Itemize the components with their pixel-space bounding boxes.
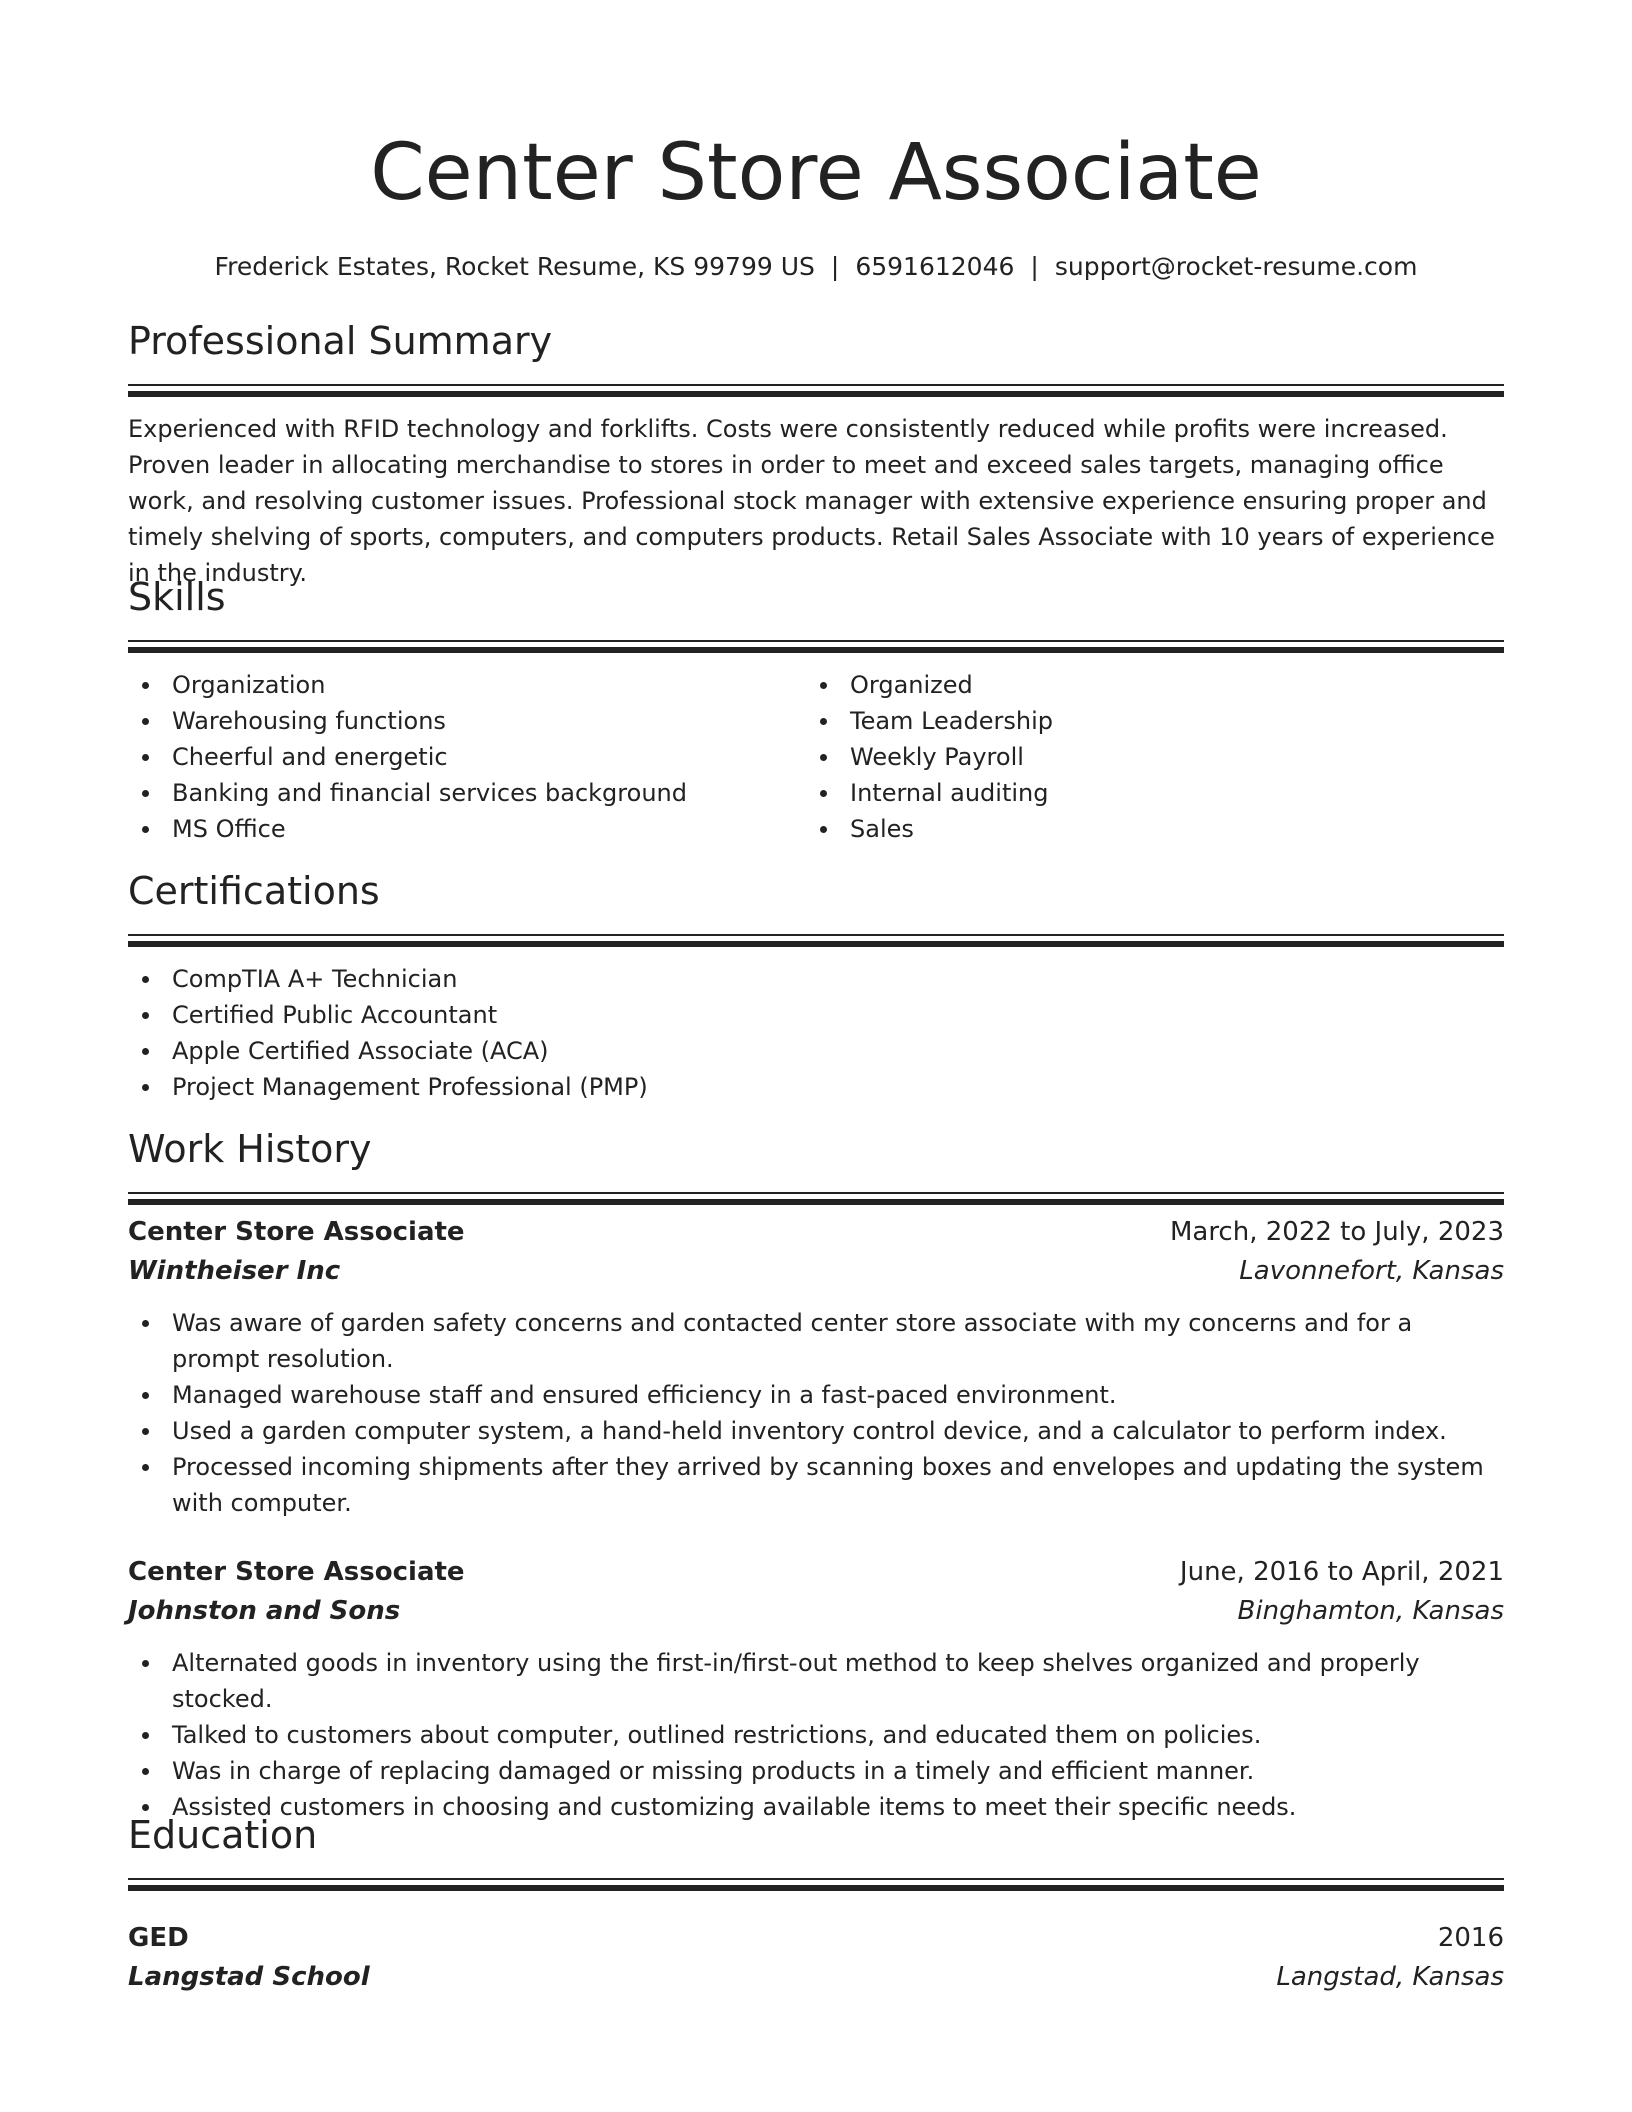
job-bullets	[128, 1645, 1504, 1825]
contact-line	[128, 250, 1504, 284]
contact-address: Frederick Estates, Rocket Resume, KS 99799 US	[214, 252, 815, 281]
job-header-row	[128, 1213, 1504, 1252]
job-location: Binghamton, Kansas	[1237, 1596, 1504, 1626]
skill-item: MS Office	[128, 811, 806, 847]
skill-item: Organized	[806, 667, 1484, 703]
job-bullet: Managed warehouse staff and ensured efficiency in a fast-paced environment.	[128, 1377, 1504, 1413]
section-heading-certifications: Certifications	[128, 869, 380, 913]
job-company: Wintheiser Inc	[128, 1256, 341, 1286]
section-heading-summary: Professional Summary	[128, 319, 553, 363]
job-company-row	[128, 1252, 1504, 1291]
job-bullets	[128, 1305, 1504, 1521]
section-rule	[128, 1192, 1504, 1194]
section-rule	[128, 1878, 1504, 1880]
certification-item: CompTIA A+ Technician	[128, 961, 1504, 997]
job-header-row	[128, 1553, 1504, 1592]
job-bullet: Alternated goods in inventory using the first-in/first-out method to keep shelves organized and properly stocked.	[128, 1645, 1504, 1717]
skill-item: Sales	[806, 811, 1484, 847]
job-bullet: Assisted customers in choosing and customizing available items to meet their specific needs.	[128, 1789, 1504, 1825]
skills-list-right	[806, 667, 1484, 847]
skills-grid	[128, 667, 1504, 847]
resume-title: Center Store Associate	[370, 128, 1262, 218]
job-bullet: Was in charge of replacing damaged or missing products in a timely and efficient manner.	[128, 1753, 1504, 1789]
job-entry	[128, 1213, 1504, 1521]
education-school: Langstad School	[128, 1962, 370, 1992]
contact-phone: 6591612046	[855, 252, 1015, 281]
job-dates: March, 2022 to July, 2023	[1169, 1217, 1504, 1247]
section-rule	[128, 941, 1504, 947]
certifications-section	[128, 866, 1504, 1105]
education-entry	[128, 1919, 1504, 1997]
certification-item: Certified Public Accountant	[128, 997, 1504, 1033]
education-section	[128, 1810, 1504, 1891]
skill-item: Weekly Payroll	[806, 739, 1484, 775]
contact-email: support@rocket-resume.com	[1054, 252, 1418, 281]
skill-item: Warehousing functions	[128, 703, 806, 739]
section-rule	[128, 934, 1504, 936]
section-heading-work: Work History	[128, 1127, 372, 1171]
skill-item: Organization	[128, 667, 806, 703]
education-header-row	[128, 1919, 1504, 1958]
section-rule	[128, 391, 1504, 397]
contact-separator: |	[1030, 252, 1039, 281]
job-bullet: Talked to customers about computer, outlined restrictions, and educated them on policies.	[128, 1717, 1504, 1753]
skills-list-left	[128, 667, 806, 847]
education-degree: GED	[128, 1923, 189, 1953]
section-rule	[128, 1885, 1504, 1891]
job-bullet: Processed incoming shipments after they arrived by scanning boxes and envelopes and updating the system with computer.	[128, 1449, 1504, 1521]
job-title: Center Store Associate	[128, 1217, 465, 1247]
skill-item: Internal auditing	[806, 775, 1484, 811]
skill-item: Cheerful and energetic	[128, 739, 806, 775]
skill-item: Banking and financial services background	[128, 775, 806, 811]
job-bullet: Used a garden computer system, a hand-held inventory control device, and a calculator to perform index.	[128, 1413, 1504, 1449]
job-company-row	[128, 1592, 1504, 1631]
summary-section	[128, 316, 1504, 591]
job-dates: June, 2016 to April, 2021	[1179, 1557, 1504, 1587]
work-history-section	[128, 1124, 1504, 1205]
section-heading-education: Education	[128, 1813, 318, 1857]
job-entry	[128, 1553, 1504, 1825]
section-rule	[128, 647, 1504, 653]
certifications-list	[128, 961, 1504, 1105]
education-school-row	[128, 1958, 1504, 1997]
skill-item: Team Leadership	[806, 703, 1484, 739]
education-year: 2016	[1437, 1923, 1504, 1953]
job-location: Lavonnefort, Kansas	[1239, 1256, 1504, 1286]
skills-section	[128, 572, 1504, 847]
certification-item: Apple Certified Associate (ACA)	[128, 1033, 1504, 1069]
job-company: Johnston and Sons	[128, 1596, 401, 1626]
summary-text: Experienced with RFID technology and forklifts. Costs were consistently reduced while profits were increased. Proven leader in allocating merchandise to stores in order to meet and exceed sales targets, managing office work, and resolving customer issues. Professional stock manager with extensive experience ensuring proper and timely shelving of sports, computers, and computers products. Retail Sales Associate with 10 years of experience in the industry.	[128, 415, 1495, 587]
section-heading-skills: Skills	[128, 575, 226, 619]
certification-item: Project Management Professional (PMP)	[128, 1069, 1504, 1105]
job-title: Center Store Associate	[128, 1557, 465, 1587]
contact-separator: |	[830, 252, 840, 281]
education-location: Langstad, Kansas	[1276, 1962, 1504, 1992]
section-rule	[128, 384, 1504, 386]
section-rule	[128, 1199, 1504, 1205]
section-rule	[128, 640, 1504, 642]
job-bullet: Was aware of garden safety concerns and contacted center store associate with my concerns and for a prompt resolution.	[128, 1305, 1504, 1377]
